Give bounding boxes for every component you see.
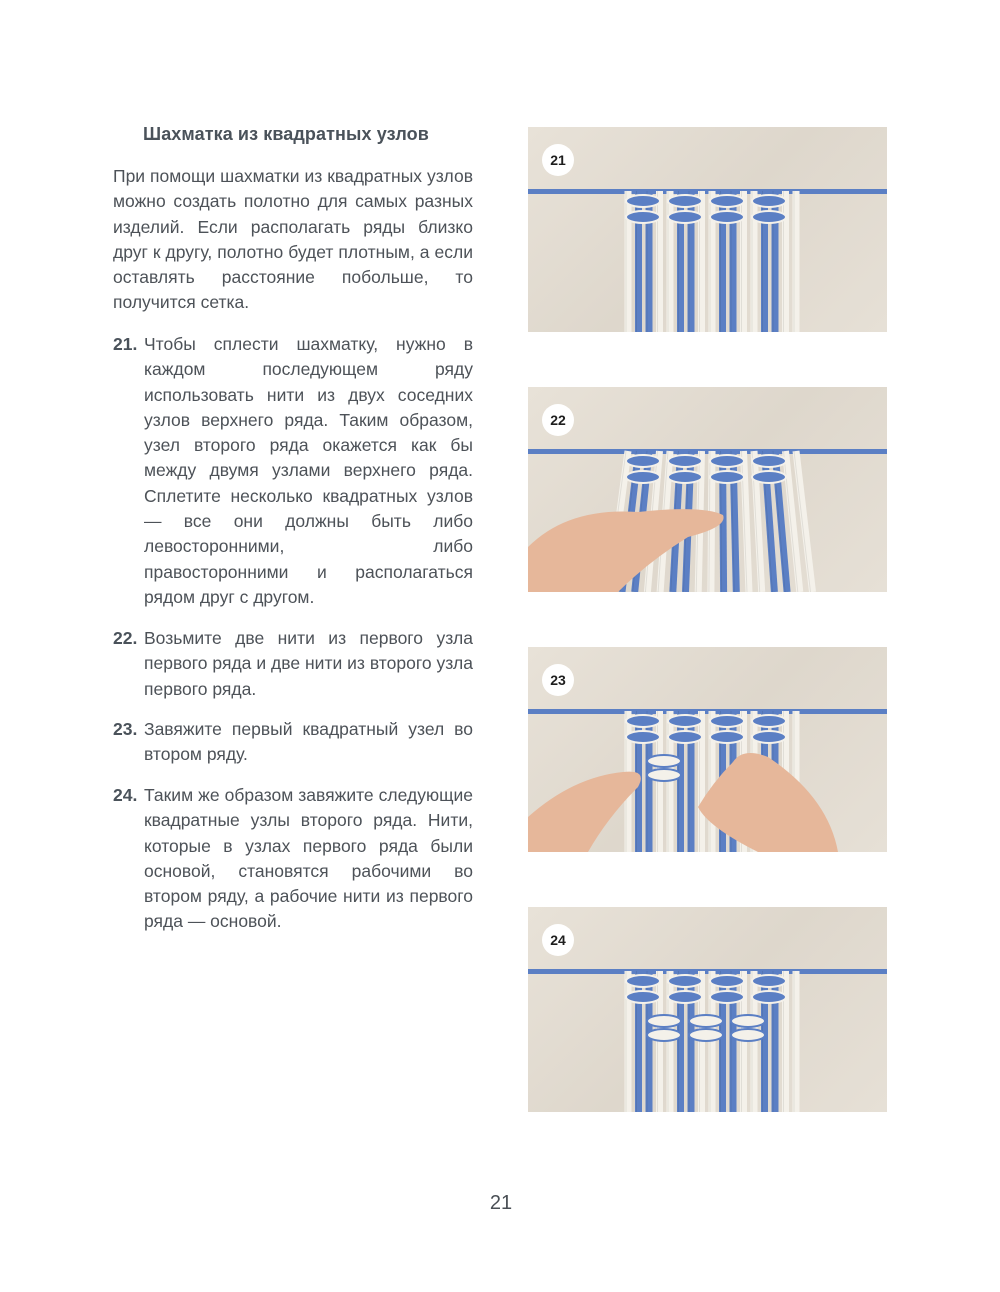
intro-paragraph: При помощи шахматки из квадратных узлов можно создать полотно для самых разных изделий. Если располагать ряды близко друг к другу, полотно будет плотным, а если оставлять расстояние побольше, то получится сетка. bbox=[113, 166, 473, 313]
step-21 bbox=[113, 332, 473, 610]
step-text: Таким же образом завяжите следующие квадратные узлы второго ряда. Нити, которые в узлах первого ряда были основой, становятся рабочими во втором ряду, а рабочие нити из первого ряда — основой. bbox=[144, 785, 473, 932]
photo-step-23 bbox=[528, 647, 887, 852]
photo-label-badge: 24 bbox=[542, 924, 574, 956]
photo-step-24 bbox=[528, 907, 887, 1112]
photo-label-badge: 23 bbox=[542, 664, 574, 696]
step-number: 24. bbox=[113, 785, 138, 805]
photo-step-21 bbox=[528, 127, 887, 332]
step-22 bbox=[113, 626, 473, 702]
step-24 bbox=[113, 783, 473, 935]
photo-label-badge: 22 bbox=[542, 404, 574, 436]
section-heading: Шахматка из квадратных узлов bbox=[143, 124, 429, 144]
page-number: 21 bbox=[489, 1192, 513, 1214]
photo-label-badge: 21 bbox=[542, 144, 574, 176]
step-number: 22. bbox=[113, 628, 138, 648]
photo-step-22 bbox=[528, 387, 887, 592]
step-text: Завяжите первый квадратный узел во втором ряду. bbox=[144, 719, 473, 765]
step-text: Чтобы сплести шахматку, нужно в каждом последующем ряду использовать нити из двух соседних узлов верхнего ряда. Таким образом, узел второго ряда окажется как бы между двумя узлами верхнего ряда. Сплетите несколько квадратных узлов — все они должны быть либо левосторонними, либо правосторонними и располагаться рядом друг с другом. bbox=[144, 334, 473, 607]
step-number: 23. bbox=[113, 719, 138, 739]
step-number: 21. bbox=[113, 334, 138, 354]
macrame-illustration bbox=[528, 127, 887, 332]
step-text: Возьмите две нити из первого узла первого ряда и две нити из второго узла первого ряда. bbox=[144, 628, 473, 699]
macrame-illustration bbox=[528, 907, 887, 1112]
step-23 bbox=[113, 717, 473, 768]
macrame-illustration bbox=[528, 647, 887, 852]
macrame-illustration bbox=[528, 387, 887, 592]
